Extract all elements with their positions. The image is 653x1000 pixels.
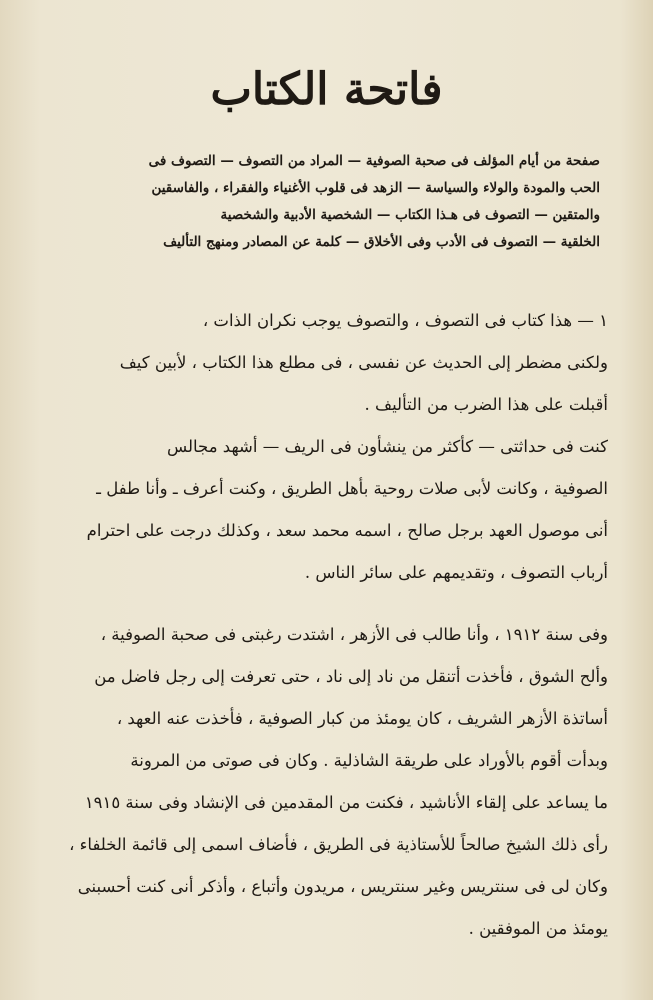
paragraph-line: ما يساعد على إلقاء الأناشيد ، فكنت من المقدمين فى الإنشاد وفى سنة ١٩١٥ (84, 793, 608, 812)
summary-line: والمتقين — التصوف فى هـذا الكتاب — الشخصية الأدبية والشخصية (220, 207, 600, 223)
paragraph-2 (62, 426, 608, 594)
paragraph-line: ١ — هذا كتاب فى التصوف ، والتصوف يوجب نكران الذات ، (202, 311, 608, 330)
paragraph-line: أقبلت على هذا الضرب من التأليف . (364, 395, 608, 414)
paragraph-1 (62, 300, 608, 426)
paragraph-line: رأى ذلك الشيخ صالحاً للأستاذية فى الطريق ، فأضاف اسمى إلى قائمة الخلفاء ، (69, 835, 608, 854)
chapter-title: فاتحة الكتاب (210, 64, 443, 115)
paragraph-line: أنى موصول العهد برجل صالح ، اسمه محمد سعد ، وكذلك درجت على احترام (86, 521, 608, 540)
paragraph-line: يومئذ من الموفقين . (468, 919, 608, 938)
paragraph-line: ولكنى مضطر إلى الحديث عن نفسى ، فى مطلع هذا الكتاب ، لأبين كيف (119, 353, 608, 372)
chapter-summary (66, 148, 600, 256)
paragraph-line: أساتذة الأزهر الشريف ، كان يومئذ من كبار الصوفية ، فأخذت عنه العهد ، (116, 709, 608, 728)
summary-line: الحب والمودة والولاء والسياسة — الزهد فى قلوب الأغنياء والفقراء ، والفاسقين (151, 180, 600, 196)
paragraph-3 (62, 614, 608, 950)
paragraph-line: أرباب التصوف ، وتقديمهم على سائر الناس . (304, 563, 608, 582)
summary-line: الخلقية — التصوف فى الأدب وفى الأخلاق — كلمة عن المصادر ومنهج التأليف (163, 234, 600, 250)
paragraph-line: وكان لى فى سنتريس وغير سنتريس ، مريدون وأتباع ، وأذكر أنى كنت أحسبنى (77, 877, 608, 896)
paragraph-line: وبدأت أقوم بالأوراد على طريقة الشاذلية . وكان فى صوتى من المرونة (130, 751, 608, 770)
summary-line: صفحة من أيام المؤلف فى صحبة الصوفية — المراد من التصوف — التصوف فى (148, 153, 600, 169)
paragraph-line: وألح الشوق ، فأخذت أتنقل من ناد إلى ناد ، حتى تعرفت إلى رجل فاضل من (94, 667, 608, 686)
paragraph-line: الصوفية ، وكانت لأبى صلات روحية بأهل الطريق ، وكنت أعرف ـ وأنا طفل ـ (96, 479, 608, 498)
paragraph-line: وفى سنة ١٩١٢ ، وأنا طالب فى الأزهر ، اشتدت رغبتى فى صحبة الصوفية ، (100, 625, 608, 644)
paragraph-line: كنت فى حداثتى — كأكثر من ينشأون فى الريف — أشهد مجالس (166, 437, 608, 456)
